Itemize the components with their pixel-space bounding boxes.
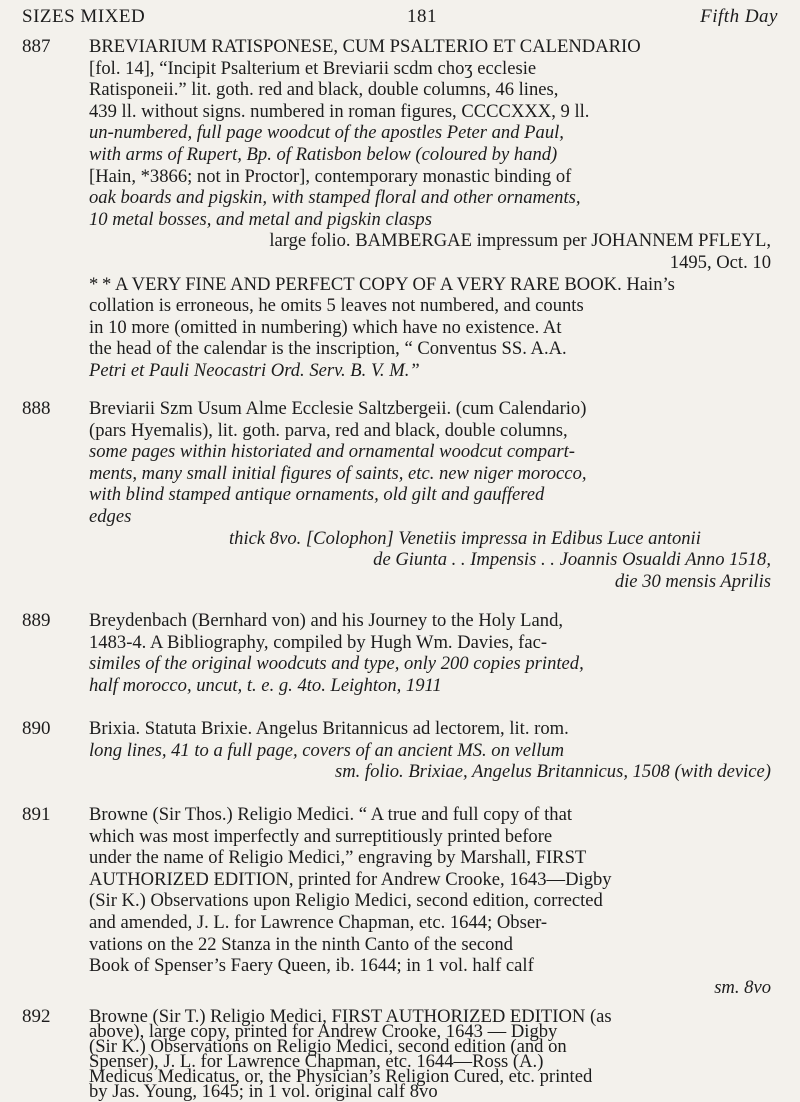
lot-imprint: de Giunta . . Impensis . . Joannis Osualdi Anno 1518, [373,549,771,571]
lot-description [89,718,771,783]
lot-note: Petri et Pauli Neocastri Ord. Serv. B. V. M.” [89,359,420,381]
lot-line: vations on the 22 Stanza in the ninth Canto of the second [89,933,513,955]
lot-line: oak boards and pigskin, with stamped floral and other ornaments, [89,187,581,209]
lot-description [89,1006,771,1102]
lot-line: some pages within historiated and ornamental woodcut compart- [89,441,575,463]
lot-note: collation is erroneous, he omits 5 leaves not numbered, and counts [89,295,584,317]
lot-description [89,36,771,382]
lot-line: edges [89,505,132,527]
lot-line: above), large copy, printed for Andrew Crooke, 1643 — Digby [89,1021,558,1042]
lot-note: the head of the calendar is the inscription, “ Conventus SS. A.A. [89,338,567,360]
lot-line: Book of Spenser’s Faery Queen, ib. 1644; in 1 vol. half calf [89,955,534,977]
lot-description [89,610,771,696]
lot-note: in 10 more (omitted in numbering) which have no existence. At [89,316,562,338]
lot-imprint: sm. 8vo [714,976,771,998]
lot-line: by Jas. Young, 1645; in 1 vol. original calf 8vo [89,1081,438,1102]
lot-description [89,804,771,998]
lot-line: BREVIARIUM RATISPONESE, CUM PSALTERIO ET CALENDARIO [89,36,641,57]
lot-line: (pars Hyemalis), lit. goth. parva, red and black, double columns, [89,419,568,441]
lot-line: Breviarii Szm Usum Alme Ecclesie Saltzbergeii. (cum Calendario) [89,398,587,419]
lot-line: Brixia. Statuta Brixie. Angelus Britannicus ad lectorem, lit. rom. [89,718,569,739]
lot-line: similes of the original woodcuts and type, only 200 copies printed, [89,653,584,675]
lot-description [89,398,771,592]
lot-imprint: die 30 mensis Aprilis [614,570,771,592]
lot-line: under the name of Religio Medici,” engraving by Marshall, FIRST [89,847,587,869]
lot-line: AUTHORIZED EDITION, printed for Andrew Crooke, 1643—Digby [89,868,612,890]
lot-number: 889 [22,610,51,631]
lot-number: 888 [22,398,51,419]
lot-number: 887 [22,36,51,57]
lot-line: Browne (Sir T.) Religio Medici, FIRST AUTHORIZED EDITION (as [89,1006,612,1027]
lot-line: 1483-4. A Bibliography, compiled by Hugh Wm. Davies, fac- [89,631,548,653]
lot-line: with blind stamped antique ornaments, old gilt and gauffered [89,484,545,506]
lot-line: [Hain, *3866; not in Proctor], contemporary monastic binding of [89,165,572,187]
lot-line: 439 ll. without signs. numbered in roman figures, CCCCXXX, 9 ll. [89,100,590,122]
lot-line: long lines, 41 to a full page, covers of an ancient MS. on vellum [89,739,565,761]
lot-note: * * A VERY FINE AND PERFECT COPY OF A VERY RARE BOOK. Hain’s [89,273,675,295]
lot-line: with arms of Rupert, Bp. of Ratisbon below (coloured by hand) [89,143,558,165]
lot-line: Browne (Sir Thos.) Religio Medici. “ A true and full copy of that [89,804,573,825]
lot-line: Spenser), J. L. for Lawrence Chapman, etc. 1644—Ross (A.) [89,1051,544,1072]
lot-line: (Sir K.) Observations upon Religio Medici, second edition, corrected [89,890,603,912]
lot-line: and amended, J. L. for Lawrence Chapman, etc. 1644; Obser- [89,911,548,933]
lot-line: un-numbered, full page woodcut of the apostles Peter and Paul, [89,122,564,144]
page-header [22,6,778,34]
lot-number: 891 [22,804,51,825]
lot-line: [fol. 14], “Incipit Psalterium et Breviarii scdm choʒ ecclesie [89,57,537,79]
lot-line: (Sir K.) Observations on Religio Medici, second edition (and on [89,1036,567,1057]
page-number: 181 [407,6,437,27]
lot-imprint: sm. folio. Brixiae, Angelus Britannicus, 1508 (with device) [334,761,771,783]
lot-line: Medicus Medicatus, or, the Physician’s Religion Cured, etc. printed [89,1066,593,1087]
lot-number: 890 [22,718,51,739]
lot-line: Breydenbach (Bernhard von) and his Journey to the Holy Land, [89,610,564,631]
lot-imprint: thick 8vo. [Colophon] Venetiis impressa in Edibus Luce antonii [229,527,701,549]
header-right: Fifth Day [700,6,778,27]
header-left: SIZES MIXED [22,6,146,27]
lot-line: Ratisponeii.” lit. goth. red and black, double columns, 46 lines, [89,79,559,101]
lot-number: 892 [22,1006,51,1027]
lot-line: 10 metal bosses, and metal and pigskin clasps [89,208,432,230]
lot-line: which was most imperfectly and surreptitiously printed before [89,825,553,847]
lot-line: ments, many small initial figures of saints, etc. new niger morocco, [89,462,587,484]
lot-imprint: 1495, Oct. 10 [669,251,771,273]
lot-line: half morocco, uncut, t. e. g. 4to. Leighton, 1911 [89,674,442,696]
lot-imprint: large folio. BAMBERGAE impressum per JOHANNEM PFLEYL, [269,230,771,252]
